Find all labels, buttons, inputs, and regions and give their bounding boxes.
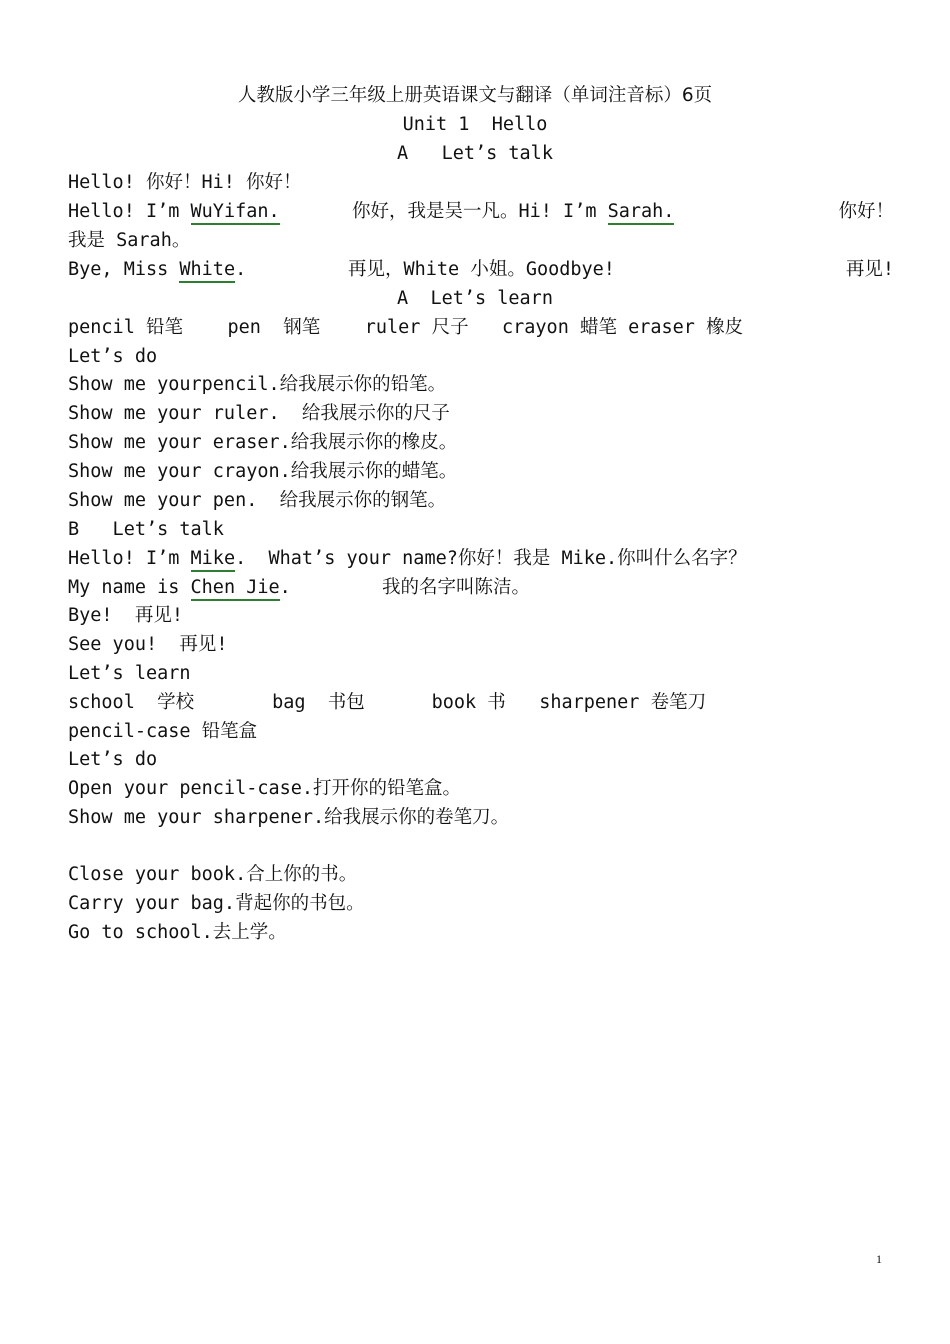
- dialogue-text: Bye, Miss: [68, 259, 180, 280]
- dialogue-translation: 再见，White 小姐。Goodbye!: [348, 259, 615, 280]
- dialogue-line: [68, 255, 894, 284]
- dialogue-line: 我是 Sarah。: [68, 230, 191, 251]
- dialogue-text: Hello! I’m: [68, 201, 191, 222]
- dialogue-translation: 你好！: [838, 201, 894, 222]
- dialogue-line: See you! 再见!: [68, 634, 228, 655]
- vocabulary-line: pencil 铅笔 pen 钢笔 ruler 尺子 crayon 蜡笔 eraser 橡皮: [68, 317, 744, 338]
- dialogue-text: My name is: [68, 577, 191, 598]
- vocabulary-line: pencil-case 铅笔盒: [68, 721, 258, 742]
- underlined-name: White: [179, 259, 235, 283]
- instruction-line: Show me your ruler. 给我展示你的尺子: [68, 403, 450, 424]
- underlined-name: Sarah.: [608, 201, 675, 225]
- section-a-learn-heading: A Let’s learn: [397, 288, 553, 309]
- underlined-name: Chen Jie: [191, 577, 280, 601]
- dialogue-translation: 你好，我是吴一凡。Hi! I’m: [352, 201, 608, 222]
- dialogue-text: . What’s your name?你好！我是 Mike.你叫什么名字？: [235, 548, 747, 569]
- dialogue-line: [68, 544, 894, 573]
- section-b-talk-heading: B Let’s talk: [68, 519, 224, 540]
- lets-do-heading: Let’s do: [68, 749, 158, 770]
- lets-learn-heading: Let’s learn: [68, 663, 191, 684]
- underlined-name: Mike: [191, 548, 236, 572]
- underlined-name: WuYifan.: [191, 201, 280, 225]
- dialogue-text: .: [235, 259, 247, 280]
- instruction-line: Show me your crayon.给我展示你的蜡笔。: [68, 461, 458, 482]
- instruction-line: Close your book.合上你的书。: [68, 864, 358, 885]
- dialogue-line: [68, 197, 894, 226]
- dialogue-line: Hello! 你好！Hi! 你好！: [68, 172, 302, 193]
- page-number: 1: [876, 1252, 882, 1266]
- dialogue-translation: 我的名字叫陈洁。: [382, 577, 531, 598]
- dialogue-text: [352, 197, 674, 226]
- instruction-line: Show me your sharpener.给我展示你的卷笔刀。: [68, 807, 510, 828]
- instruction-line: Carry your bag.背起你的书包。: [68, 893, 365, 914]
- instruction-line: Show me your pen. 给我展示你的钢笔。: [68, 490, 447, 511]
- dialogue-line: [68, 573, 894, 602]
- dialogue-line: Bye! 再见!: [68, 605, 183, 626]
- instruction-line: Show me yourpencil.给我展示你的铅笔。: [68, 374, 447, 395]
- instruction-line: Open your pencil-case.打开你的铅笔盒。: [68, 778, 462, 799]
- vocabulary-line: school 学校 bag 书包 book 书 sharpener 卷笔刀: [68, 692, 707, 713]
- document-title: 人教版小学三年级上册英语课文与翻译（单词注音标）6页: [237, 85, 713, 106]
- lets-do-heading: Let’s do: [68, 346, 158, 367]
- section-a-talk-heading: A Let’s talk: [397, 143, 553, 164]
- instruction-line: Go to school.去上学。: [68, 922, 287, 943]
- unit-heading: Unit 1 Hello: [402, 114, 548, 135]
- dialogue-text: Hello! I’m: [68, 548, 191, 569]
- instruction-line: Show me your eraser.给我展示你的橡皮。: [68, 432, 458, 453]
- dialogue-text: .: [279, 577, 291, 598]
- dialogue-translation: 再见!: [845, 259, 894, 280]
